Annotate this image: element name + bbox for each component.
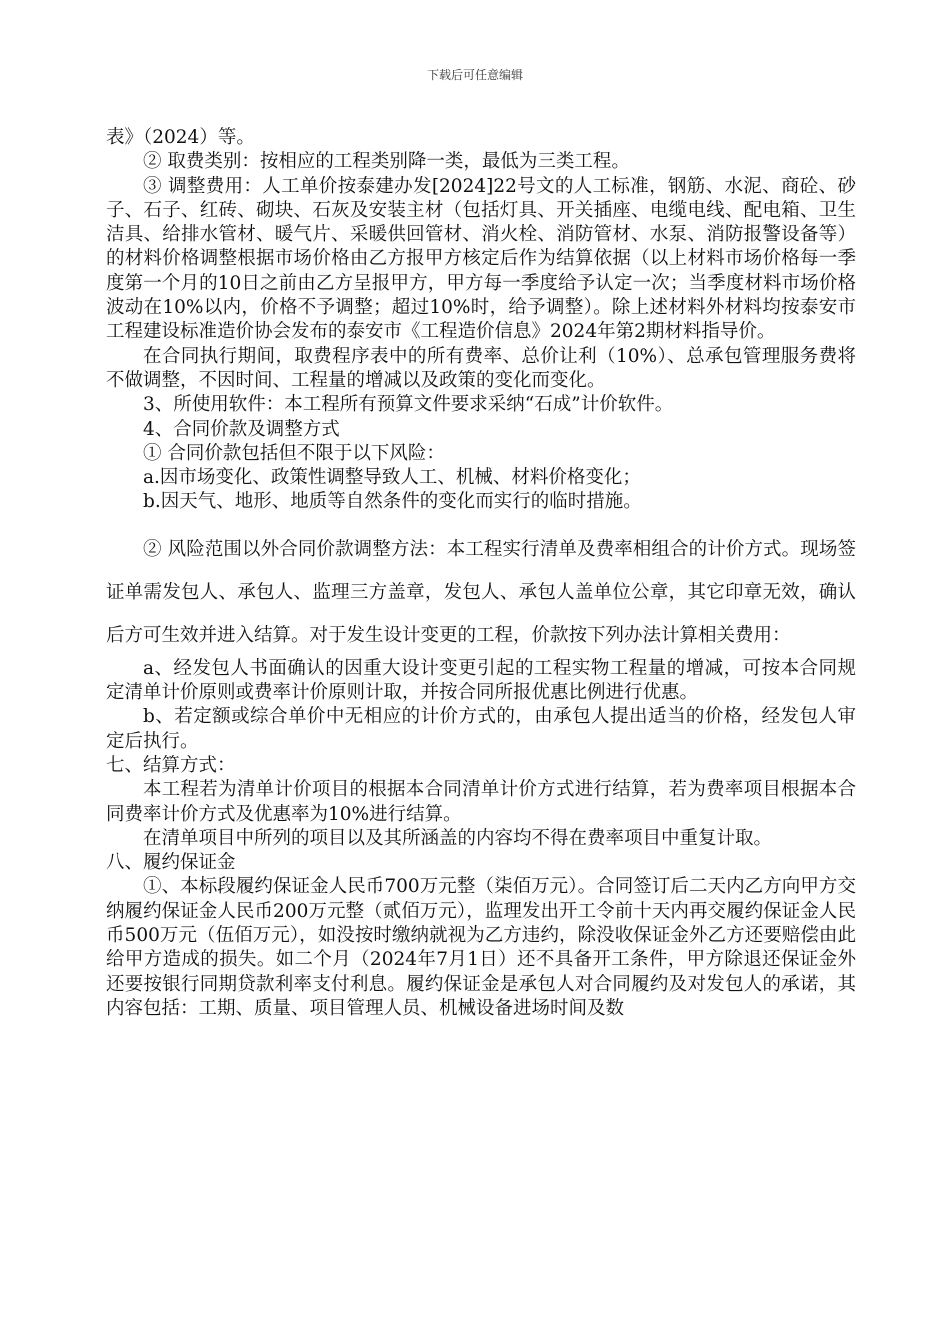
paragraph: ① 合同价款包括但不限于以下风险： [143,442,445,464]
paragraph: b.因天气、地形、地质等自然条件的变化而实行的临时措施。 [143,491,642,513]
paragraph: 3、所使用软件：本工程所有预算文件要求采纳“石成”计价软件。 [143,394,674,416]
paragraph: ② 取费类别：按相应的工程类别降一类，最低为三类工程。 [143,151,630,173]
paragraph: ② 风险范围以外合同价款调整方法：本工程实行清单及费率相组合的计价方式。现场签证单需发包人、承包人、监理三方盖章，发包人、承包人盖单位公章，其它印章无效，确认后方可生效并进入结算。对于发生设计变更的工程，价款按下列办法计算相关费用： [106,538,856,646]
paragraph: ③ 调整费用：人工单价按泰建办发[2024]22号文的人工标准，钢筋、水泥、商砼、砂子、石子、红砖、砌块、石灰及安装主材（包括灯具、开关插座、电缆电线、配电箱、卫生洁具、给排水管材、暖气片、采暖供回管材、消火栓、消防管材、水泵、消防报警设备等）的材料价格调整根据市场价格由乙方报甲方核定后作为结算依据（以上材料市场价格每一季度第一个月的10日之前由乙方呈报甲方，甲方每一季度给予认定一次；当季度材料市场价格波动在10%以内，价格不予调整；超过10%时，给予调整）。除上述材料外材料均按泰安市工程建设标准造价协会发布的泰安市《工程造价信息》2024年第2期材料指导价。 [106,175,856,343]
paragraph: b、若定额或综合单价中无相应的计价方式的，由承包人提出适当的价格，经发包人审定后执行。 [106,706,856,752]
spacer [106,515,856,528]
paragraph: 4、合同价款及调整方式 [143,418,340,440]
page-header: 下载后可任意编辑 [426,68,523,82]
paragraph: 本工程若为清单计价项目的根据本合同清单计价方式进行结算，若为费率项目根据本合同费率计价方式及优惠率为10%进行结算。 [106,779,856,825]
paragraph: a.因市场变化、政策性调整导致人工、机械、材料价格变化； [143,467,641,489]
paragraph: 在清单项目中所列的项目以及其所涵盖的内容均不得在费率项目中重复计取。 [143,827,773,849]
section-heading: 七、结算方式： [106,754,236,776]
paragraph: a、经发包人书面确认的因重大设计变更引起的工程实物工程量的增减，可按本合同规定清单计价原则或费率计价原则计取，并按合同所报优惠比例进行优惠。 [106,657,856,704]
body-text [106,126,856,1021]
section-heading: 八、履约保证金 [106,852,236,874]
paragraph: 在合同执行期间，取费程序表中的所有费率、总价让利（10%）、总承包管理服务费将不做调整，不因时间、工程量的增减以及政策的变化而变化。 [106,345,856,391]
paragraph: 表》（2024）等。 [106,127,255,148]
paragraph: ①、本标段履约保证金人民币700万元整（柒佰万元）。合同签订后二天内乙方向甲方交纳履约保证金人民币200万元整（贰佰万元），监理发出开工令前十天内再交履约保证金人民币500万元（伍佰万元），如没按时缴纳就视为乙方违约，除没收保证金外乙方还要赔偿由此给甲方造成的损失。如二个月（2024年7月1日）还不具备开工条件，甲方除退还保证金外还要按银行同期贷款利率支付利息。履约保证金是承包人对合同履约及对发包人的承诺，其内容包括：工期、质量、项目管理人员、机械设备进场时间及数 [106,876,856,1019]
